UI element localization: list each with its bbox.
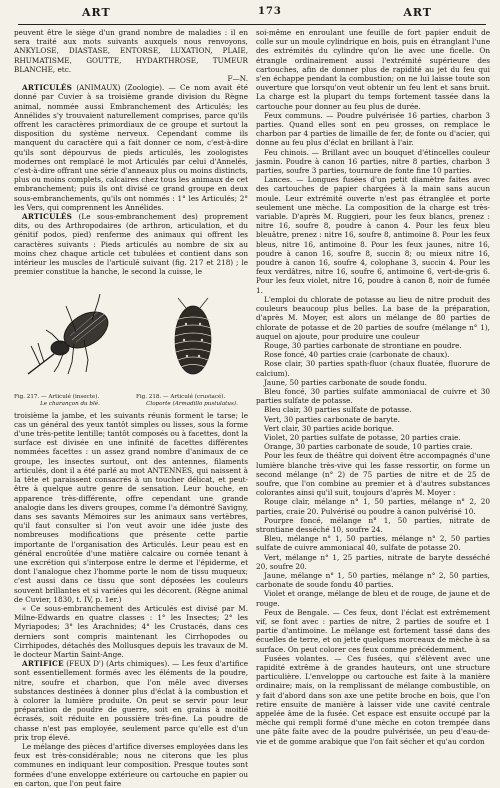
recipe-rouge-clair: Rouge clair, mélange n° 1, 50 parties, mélange n° 2, 20 parties, craie 20. Pulvérisé ou poudre à canon pulvérisé 10. (256, 497, 490, 516)
entry-artifice-body: (FEUX D') (Arts chimiques). — Les feux d'artifice sont essentiellement formés avec les éléments de la poudre, nitre, soufre et charbon, que l'on mêle avec diverses substances destinées à donner plus d'éclat à la combustion et à colorer la lumière produite. On peut se servir pour leur préparation de poudre de guerre, soit en grains à moitié écrasés, soit réduite en poussière très-fine. La poudre de chasse n'est pas employée, seulement parce qu'elle est d'un prix trop élevé. (14, 659, 248, 742)
recipe-vert-2: Vert, mélange n° 1, 25 parties, nitrate de baryte desséché 20, soufre 20. (256, 552, 490, 571)
recipe-rose-clair: Rose clair, 30 parties spath-fluor (chaux fluatée, fluorure de calcium). (256, 359, 490, 378)
recipe-bleu-clair: Bleu clair, 30 parties sulfate de potasse. (264, 405, 412, 415)
signature: F—N. (227, 74, 248, 84)
left-column (14, 28, 248, 788)
running-head-left: ART (82, 6, 111, 19)
entry-articules-sous (14, 212, 248, 276)
paragraph-feux-theatre: Pour les feux de théâtre qui doivent être accompagnés d'une lumière blanche très-vive qui les fasse ressortir, on forme un second mélange (n° 2) de 75 parties de nitre et de 25 de soufre, que l'on combine au premier et à d'autres substances colorantes ainsi qu'il suit, toujours d'après M. Moyer : (256, 451, 490, 498)
caption-fig-218-title: Fig. 218. — Articulé (crustacé). (136, 394, 226, 401)
recipe-pourpre-fonce: Pourpre foncé, mélange n° 1, 50 parties, nitrate de strontiane desséché 10, soufre 24. (256, 515, 490, 534)
paragraph-chlorate: L'emploi du chlorate de potasse au lieu de nitre produit des couleurs beaucoup plus belles. La base de la préparation, d'après M. Moyer, est alors un mélange de 80 parties de chlorate de potasse et de 20 parties de soufre (mélange n° 1), auquel on ajoute, pour produire une couleur (256, 294, 490, 341)
right-column (256, 28, 490, 746)
figure-row (14, 280, 248, 392)
figure-woodlouse (138, 282, 248, 392)
page-number: 173 (258, 6, 282, 17)
paragraph-feu-chinois: Feu chinois. — Brillant avec un bouquet d'étincelles couleur jasmin. Poudre à canon 16 parties, nitre 8 parties, charbon 3 parties, soufre 3 parties, tournure de fonte fine 10 parties. (256, 147, 490, 176)
paragraph-fusees-volantes: Fusées volantes. — Ces fusées, qui s'élèvent avec une rapidité extrême à de grandes hauteurs, ont une structure particulière. L'enveloppe ou cartouche est faite à la manière ordinaire; mais, on la remplissant de mélange combustible, on y fait d'abord dans son axe une petite broche en bois, que l'on retire ensuite de manière à laisser vide une cavité centrale appelée âme de la fusée. Cet espace est ensuite occupé par la mèche qui rempli formé d'une mèche en coton trempée dans une pâte faite avec de la poudre pulvérisée, un peu d'eau-de-vie et de gomme arabique que l'on fait sécher et qu'au cordon (256, 653, 490, 746)
headword-articules-sous: ARTICULÉS (22, 212, 73, 222)
recipe-bleu: Bleu, mélange n° 1, 50 parties, mélange n° 2, 50 parties sulfate de cuivre ammoniacal 40, sulfate de potasse 20. (256, 534, 490, 553)
paragraph-intro (14, 28, 248, 74)
paragraph-feux-bengale: Feux de Bengale. — Ces feux, dont l'éclat est extrêmement vif, se font avec : parties de nitre, 2 parties de soufre et 1 partie d'antimoine. Le mélange est fortement tassé dans des écuelles de terre, et on jette quelques morceaux de mèche à sa surface. On peut colorer ces feux comme précédemment. (256, 607, 490, 654)
recipe-jaune: Jaune, 50 parties carbonate de soude fondu. (264, 377, 427, 387)
entry-artifice (14, 659, 248, 742)
entry-articules-body: (ANIMAUX) (Zoologie). — Ce nom avait été donné par Cuvier à sa troisième grande division du Règne animal, nommée aussi Embranchement des Articulés; les Annélides s'y trouvaient naturellement comprises, parce qu'ils offrent les caractères primordiaux de ce groupe et surtout la disposition du système nerveux. Cependant comme ils manquent du caractère qui a fait donner ce nom, c'est-à-dire qu'ils sont dépourvus de pieds articulés, les zoologistes modernes ont remplacé le mot Articulés par celui d'Annelés, c'est-à-dire offrant une série d'anneaux plus ou moins distincts, plus ou moins complets, calcaires chez tous les animaux de cet embranchement; puis ils ont divisé ce grand groupe en deux sous-embranchements, qu'ils ont nommés : 1° les Articulés; 2° les Vers, qui comprennent les Annélides. (14, 83, 248, 212)
entry-articules-sous-body: (Le sous-embranchement des) proprement dits, ou des Arthropodaires (de arthron, articulation, et du génitif podos, pied) renferme des animaux qui offrent les caractères suivants : Pieds articulés au nombre de six au moins chez chaque article cet tubulées et contient dans son intérieur les muscles de l'articulé suivant (fig. 217 et 218) ; le premier constitue la hanche, le second la cuisse, le (14, 212, 248, 277)
recipe-bleu-fonce: Bleu foncé, 30 parties sulfate ammoniacal de cuivre et 30 parties sulfate de potasse. (256, 386, 490, 406)
caption-fig-217-title: Fig. 217. — Articulé (insecte). (14, 394, 100, 401)
figure-captions (14, 394, 248, 407)
paragraph-intro-text: peuvent être le siège d'un grand nombre de maladies : il en sera traité aux mots suivants auxquels nous renvoyons, ANKYLOSE, DIASTASE, ENTORSE, LUXATION, PLAIE, RHUMATISME, GOUTTE, HYDARTHROSE, TUMEUR BLANCHE, etc. (14, 28, 248, 74)
recipe-rose-fonce: Rose foncé, 40 parties craie (carbonate de chaux). (264, 350, 450, 360)
recipe-rouge: Rouge, 30 parties carbonate de strontiane en poudre. (264, 340, 462, 350)
paragraph-pieces-artifice: Le mélange des pièces d'artifice diverses employées dans les feux est très-considérable; nous ne citerons que les plus communes en indiquant leur composition. Presque toutes sont formées d'une enveloppe extérieure ou cartouche en papier ou en carton, que l'on peut faire (14, 741, 248, 788)
caption-fig-217 (14, 394, 126, 407)
paragraph-cartouche: soi-même en enroulant une feuille de fort papier enduit de colle sur un moule cylindrique en bois, puis en étranglant l'une des extrémités du cylindre qu'on lie avec une ficelle. On étrangle ordinairement aussi l'extrémité supérieure des cartouches, afin de donner plus de rapidité au jet du feu qui s'en échappe pendant la combustion; on ne lui laisse toute son ouverture que lorsqu'on veut obtenir un feu lent et sans bruit. La charge est la plupart du temps fortement tassée dans la cartouche pour donner au feu plus de durée. (256, 28, 490, 111)
recipe-vert: Vert, 30 parties carbonate de baryte. (264, 414, 400, 424)
recipe-vert-clair: Vert clair, 30 parties acide borique. (264, 423, 394, 433)
paragraph-milne-edwards: « Ce sous-embranchement des Articulés est divisé par M. Milne-Edwards en quatre classes : 1° les Insectes; 2° les Myriapodes; 3° les Arachnides; 4° les Crustacés, dans ces derniers sont compris maintenant les Cirrhopodes ou Cirrhipodes, détachés des Mollusques depuis les travaux de M. le docteur Martin Saint-Ange. (14, 603, 248, 659)
recipe-orange: Orange, 30 parties carbonate de soude, 10 parties craie. (264, 442, 473, 452)
paragraph-lances: Lances. — Longues fusées d'un petit diamètre faites avec des cartouches de papier chargées à la main sans aucun moule. Leur extrémité ouverte n'est pas étranglée et porte seulement une mèche. La composition de la charge est très-variable. D'après M. Ruggieri, pour les feux blancs, prenez : nitre 16, soufre 8, poudre à canon 4. Pour les feux bleu bleuâtre, prenez : nitre 16, soufre 8, antimoine 8. Pour les feux bleus, nitre 16, antimoine 8. Pour les feux jaunes, nitre 16, poudre à canon 16, soufre 8, succin 8; ou mieux nitre 16, poudre à canon 16, soufre 4, colophane 3, succin 4. Pour les feux verdâtres, nitre 16, soufre 6, antimoine 6, vert-de-gris 6. Pour les feux violet, nitre 16, poudre à canon 8, noir de fumée 1. (256, 175, 490, 295)
headword-articules: ARTICULÉS (22, 83, 73, 93)
woodlouse-illustration (138, 282, 248, 392)
running-head-right: ART (403, 6, 432, 19)
weevil-illustration (14, 282, 134, 392)
recipe-violet: Violet, 20 parties sulfate de potasse, 20 parties craie. (264, 432, 461, 442)
headword-artifice: ARTIFICE (22, 659, 64, 669)
running-head (18, 8, 486, 25)
caption-fig-217-sub: Le charançon du blé. (40, 401, 100, 408)
caption-fig-218 (136, 394, 248, 407)
paragraph-feux-communs: Feux communs. — Poudre pulvérisée 16 parties, charbon 3 parties. Quand elles sont en peu grosses, on remplace le charbon par 4 parties de limaille de fer, de fonte ou d'acier, qui donne au feu plus d'éclat en brillant à l'air. (256, 110, 490, 148)
recipe-violet-orange: Violet et orange, mélange de bleu et de rouge, de jaune et de rouge. (256, 589, 490, 608)
figure-weevil (14, 282, 134, 392)
caption-fig-218-sub: Cloporte (Armadillo pustulatus). (146, 401, 238, 408)
recipe-jaune-2: Jaune, mélange n° 1, 50 parties, mélange n° 2, 50 parties, carbonate de soude fondu 40 parties. (256, 570, 490, 590)
entry-articules (14, 83, 248, 212)
paragraph-articules-continued: troisième la jambe, et les suivants réunis forment le tarse; le cas un général des yeux tantôt simples ou lisses, sous la forme d'une très-petite lentille; tantôt composés ou à facettes, dont la surface est divisée en une infinité de facettes différentes nommées facettes : un assez grand nombre d'animaux de ce groupe, les insectes surtout, ont des antennes, filaments articulés, dont il a été parlé au mot ANTENNES, qui naissent à la tête et paraissent consacrés à un toucher délicat, et peut-être à quelque autre genre de sensation. Leur bouche, en apparence très-différente, offre cependant une grande analogie dans les divers groupes, comme l'a démontré Savigny, dans ses savants Mémoires sur les animaux sans vertèbres, qu'il faut consulter si l'on veut avoir une idée juste des nombreuses modifications que présente cette partie importante de l'organisation des Articulés. Leur peau est en général encroûtée d'une matière calcaire ou cornée tenant à une excrétion qui s'interpose entre le derme et l'épiderme, et dont l'analogue chez l'homme porte le nom de tissu muqueux; c'est aussi dans ce tissu que sont déposées les couleurs souvent brillantes et si variées qui les décorent. (Règne animal de Cuvier, 1830, t. IV, p. 1er.) (14, 410, 248, 604)
